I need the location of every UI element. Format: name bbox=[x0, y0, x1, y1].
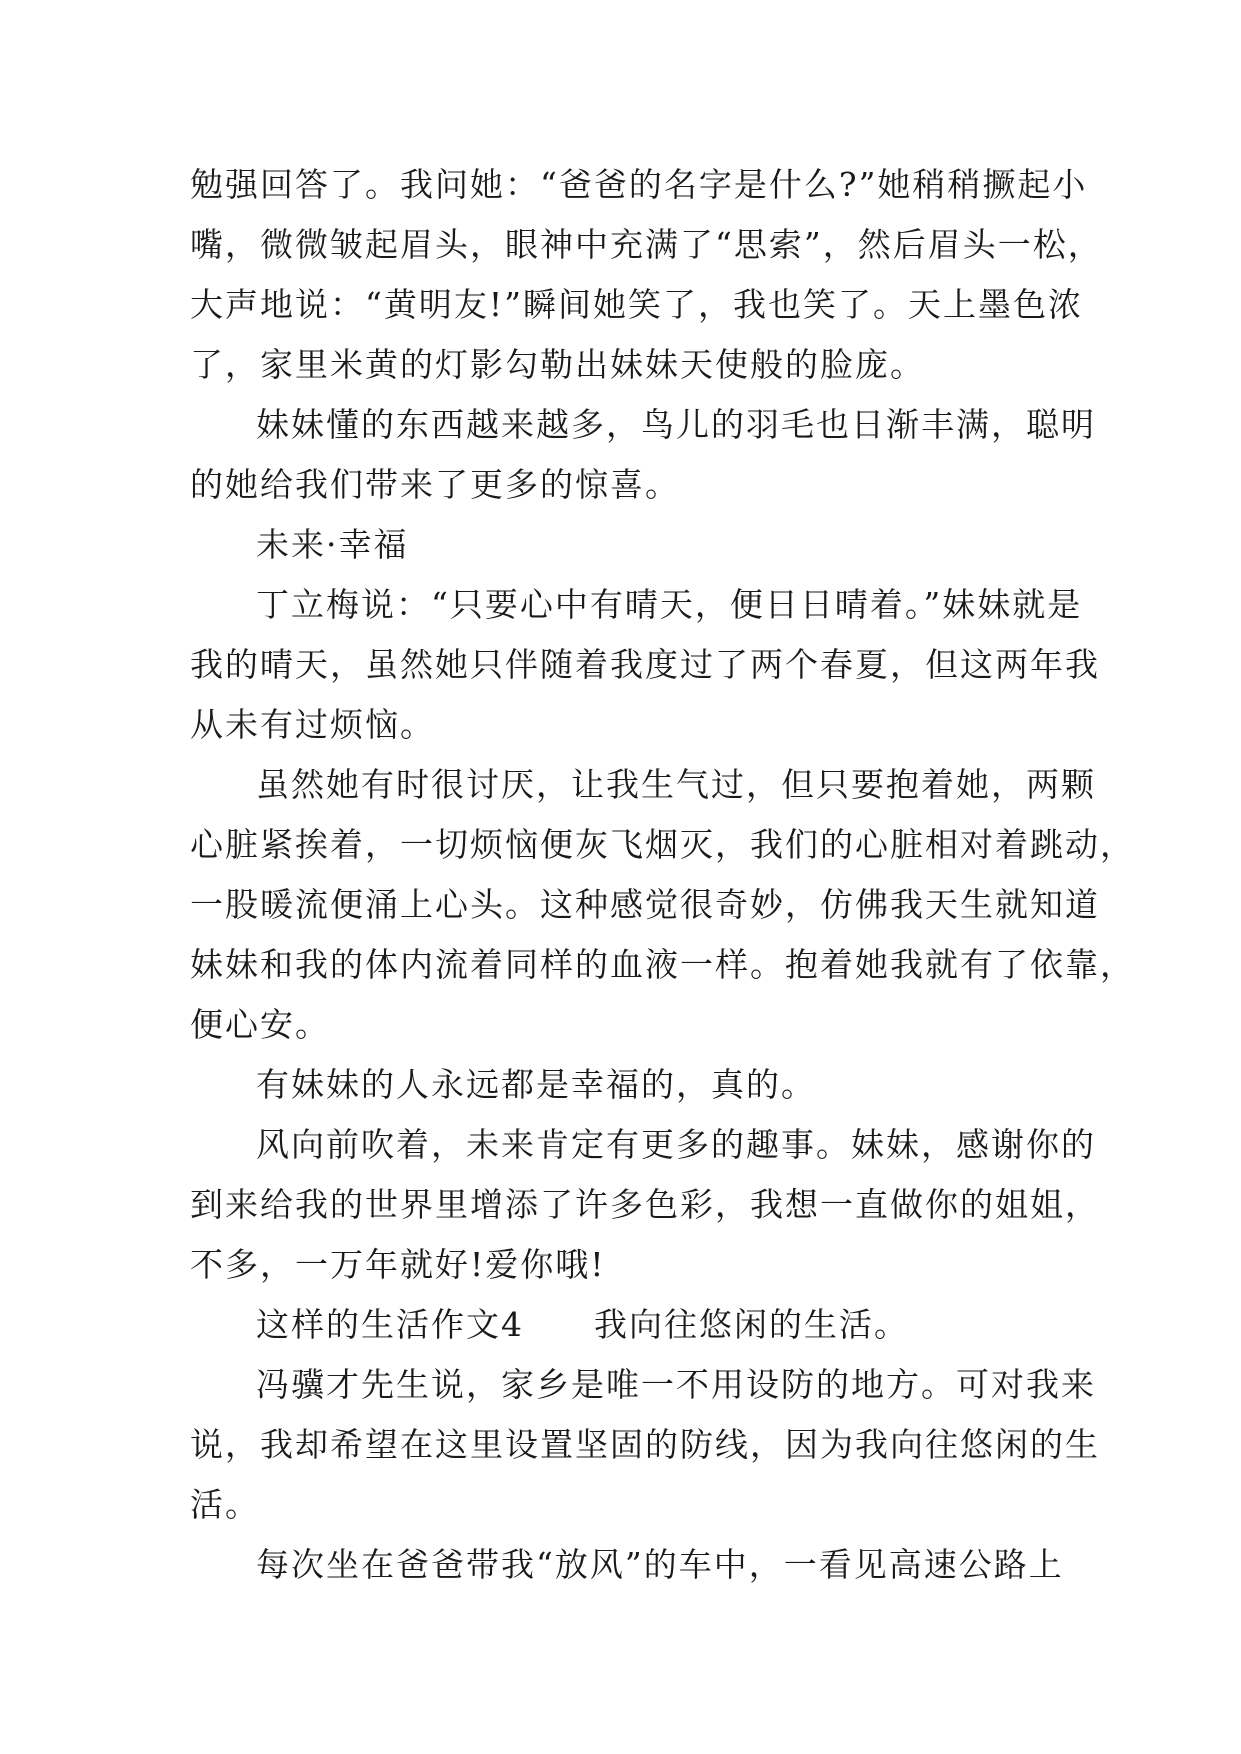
text-line: 活。 bbox=[190, 1485, 260, 1524]
text-line: 到来给我的世界里增添了许多色彩，我想一直做你的姐姐， bbox=[190, 1185, 1100, 1224]
text-line: 心脏紧挨着，一切烦恼便灰飞烟灭，我们的心脏相对着跳动， bbox=[190, 825, 1135, 864]
text-line: 了，家里米黄的灯影勾勒出妹妹天使般的脸庞。 bbox=[190, 345, 925, 384]
text-line: 冯骥才先生说，家乡是唯一不用设防的地方。可对我来 bbox=[256, 1365, 1096, 1404]
document-body bbox=[190, 155, 1135, 1595]
paragraph bbox=[190, 575, 1100, 755]
text-line: 的她给我们带来了更多的惊喜。 bbox=[190, 465, 680, 504]
text-line: 大声地说：“黄明友!”瞬间她笑了，我也笑了。天上墨色浓 bbox=[190, 285, 1084, 324]
text-line: 说，我却希望在这里设置坚固的防线，因为我向往悠闲的生 bbox=[190, 1425, 1100, 1464]
text-line: 每次坐在爸爸带我“放风”的车中，一看见高速公路上 bbox=[256, 1545, 1064, 1584]
text-line: 妹妹和我的体内流着同样的血液一样。抱着她我就有了依靠， bbox=[190, 945, 1135, 984]
text-line: 我的晴天，虽然她只伴随着我度过了两个春夏，但这两年我 bbox=[190, 645, 1100, 684]
paragraph bbox=[190, 155, 1103, 395]
text-line: 妹妹懂的东西越来越多，鸟儿的羽毛也日渐丰满，聪明 bbox=[256, 405, 1096, 444]
section-heading-text: 未来·幸福 bbox=[256, 525, 409, 564]
section-heading-text: 这样的生活作文4 我向往悠闲的生活。 bbox=[256, 1305, 909, 1344]
text-line: 嘴，微微皱起眉头，眼神中充满了“思索”，然后眉头一松， bbox=[190, 225, 1103, 264]
section-heading bbox=[190, 1295, 1060, 1355]
text-line: 一股暖流便涌上心头。这种感觉很奇妙，仿佛我天生就知道 bbox=[190, 885, 1100, 924]
paragraph bbox=[190, 395, 1096, 515]
paragraph bbox=[190, 1055, 1060, 1115]
text-line: 不多，一万年就好!爱你哦! bbox=[190, 1245, 606, 1284]
section-heading bbox=[190, 515, 1060, 575]
text-line: 有妹妹的人永远都是幸福的，真的。 bbox=[256, 1065, 816, 1104]
text-line: 丁立梅说：“只要心中有晴天，便日日晴着。”妹妹就是 bbox=[256, 585, 1083, 624]
text-line: 便心安。 bbox=[190, 1005, 330, 1044]
paragraph bbox=[190, 1535, 1064, 1595]
paragraph bbox=[190, 1355, 1100, 1535]
text-line: 风向前吹着，未来肯定有更多的趣事。妹妹，感谢你的 bbox=[256, 1125, 1096, 1164]
text-line: 虽然她有时很讨厌，让我生气过，但只要抱着她，两颗 bbox=[256, 765, 1096, 804]
paragraph bbox=[190, 755, 1135, 1055]
text-line: 勉强回答了。我问她：“爸爸的名字是什么?”她稍稍撅起小 bbox=[190, 165, 1088, 204]
text-line: 从未有过烦恼。 bbox=[190, 705, 435, 744]
paragraph bbox=[190, 1115, 1100, 1295]
